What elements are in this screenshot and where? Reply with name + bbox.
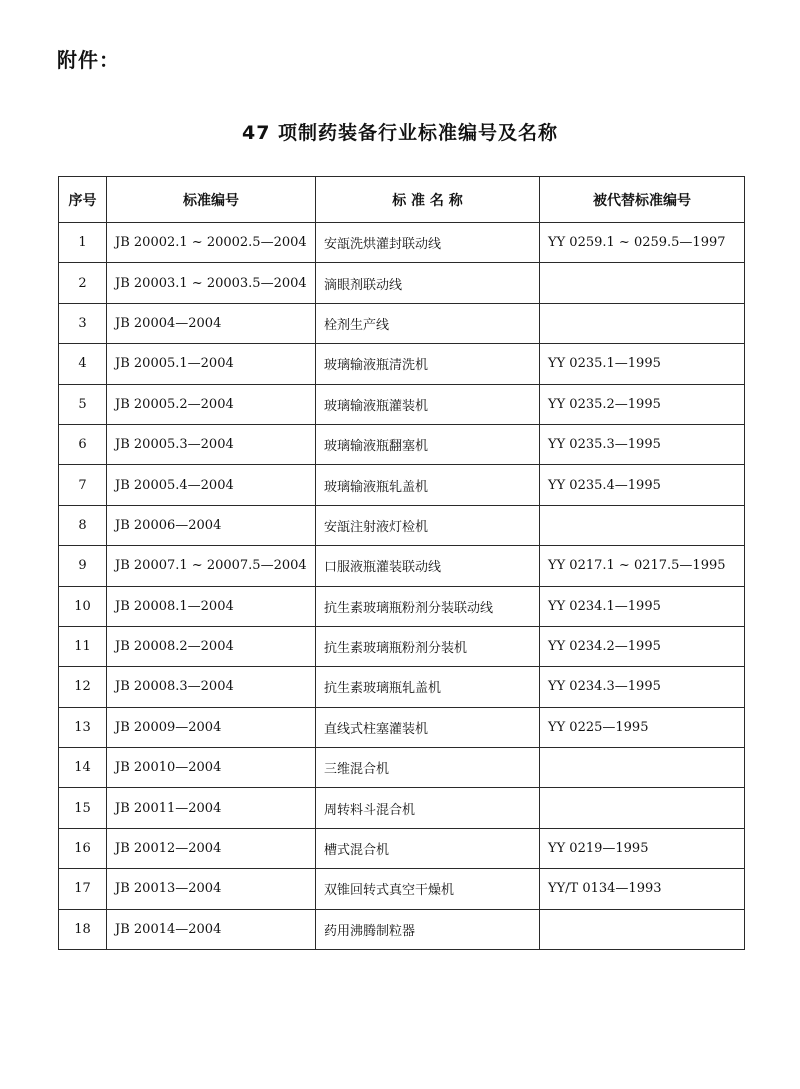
cell-standard-code: JB 20010—2004 [107, 748, 316, 788]
table-row [59, 707, 745, 747]
cell-replaced-code [540, 788, 745, 828]
table-row [59, 909, 745, 949]
cell-standard-name: 药用沸腾制粒器 [316, 909, 540, 949]
header-standard-code: 标准编号 [107, 177, 316, 223]
table-body [59, 223, 745, 950]
cell-standard-code: JB 20005.4—2004 [107, 465, 316, 505]
header-replaced-code: 被代替标准编号 [540, 177, 745, 223]
cell-standard-name: 周转料斗混合机 [316, 788, 540, 828]
cell-replaced-code: YY 0234.2—1995 [540, 626, 745, 666]
cell-standard-name: 安瓿注射液灯检机 [316, 505, 540, 545]
table-row [59, 223, 745, 263]
cell-replaced-code: YY 0225—1995 [540, 707, 745, 747]
cell-replaced-code: YY 0235.1—1995 [540, 344, 745, 384]
cell-standard-name: 栓剂生产线 [316, 303, 540, 343]
cell-replaced-code: YY 0235.2—1995 [540, 384, 745, 424]
cell-serial-no: 4 [59, 344, 107, 384]
table-row [59, 546, 745, 586]
cell-serial-no: 2 [59, 263, 107, 303]
cell-standard-name: 滴眼剂联动线 [316, 263, 540, 303]
cell-serial-no: 3 [59, 303, 107, 343]
cell-standard-code: JB 20008.2—2004 [107, 626, 316, 666]
header-standard-name: 标 准 名 称 [316, 177, 540, 223]
cell-serial-no: 1 [59, 223, 107, 263]
cell-serial-no: 6 [59, 424, 107, 464]
cell-serial-no: 11 [59, 626, 107, 666]
cell-serial-no: 12 [59, 667, 107, 707]
cell-standard-code: JB 20003.1 ~ 20003.5—2004 [107, 263, 316, 303]
standards-table [58, 176, 745, 950]
cell-replaced-code [540, 263, 745, 303]
cell-replaced-code: YY 0234.3—1995 [540, 667, 745, 707]
cell-serial-no: 18 [59, 909, 107, 949]
cell-standard-name: 槽式混合机 [316, 828, 540, 868]
cell-replaced-code [540, 909, 745, 949]
cell-standard-name: 玻璃输液瓶清洗机 [316, 344, 540, 384]
cell-serial-no: 8 [59, 505, 107, 545]
cell-standard-name: 抗生素玻璃瓶轧盖机 [316, 667, 540, 707]
cell-serial-no: 7 [59, 465, 107, 505]
cell-standard-code: JB 20011—2004 [107, 788, 316, 828]
table-header-row [59, 177, 745, 223]
cell-replaced-code: YY 0235.4—1995 [540, 465, 745, 505]
cell-standard-code: JB 20008.3—2004 [107, 667, 316, 707]
cell-standard-code: JB 20009—2004 [107, 707, 316, 747]
cell-standard-name: 双锥回转式真空干燥机 [316, 869, 540, 909]
table-row [59, 748, 745, 788]
table-row [59, 344, 745, 384]
cell-serial-no: 16 [59, 828, 107, 868]
cell-replaced-code: YY 0217.1 ~ 0217.5—1995 [540, 546, 745, 586]
cell-replaced-code [540, 505, 745, 545]
cell-standard-code: JB 20013—2004 [107, 869, 316, 909]
table-row [59, 828, 745, 868]
cell-standard-code: JB 20005.1—2004 [107, 344, 316, 384]
cell-standard-code: JB 20008.1—2004 [107, 586, 316, 626]
cell-standard-code: JB 20014—2004 [107, 909, 316, 949]
table-row [59, 586, 745, 626]
cell-standard-name: 玻璃输液瓶灌装机 [316, 384, 540, 424]
cell-serial-no: 13 [59, 707, 107, 747]
attachment-label: 附件： [57, 48, 120, 72]
cell-standard-name: 玻璃输液瓶翻塞机 [316, 424, 540, 464]
cell-replaced-code: YY 0235.3—1995 [540, 424, 745, 464]
table-row [59, 303, 745, 343]
table-row [59, 788, 745, 828]
table-row [59, 667, 745, 707]
cell-serial-no: 17 [59, 869, 107, 909]
document-title: 47 项制药装备行业标准编号及名称 [241, 122, 559, 144]
cell-standard-code: JB 20006—2004 [107, 505, 316, 545]
cell-replaced-code: YY/T 0134—1993 [540, 869, 745, 909]
cell-standard-code: JB 20007.1 ~ 20007.5—2004 [107, 546, 316, 586]
cell-serial-no: 5 [59, 384, 107, 424]
cell-standard-name: 抗生素玻璃瓶粉剂分装联动线 [316, 586, 540, 626]
table-row [59, 465, 745, 505]
table-row [59, 505, 745, 545]
cell-serial-no: 14 [59, 748, 107, 788]
cell-standard-name: 抗生素玻璃瓶粉剂分装机 [316, 626, 540, 666]
cell-standard-name: 安瓿洗烘灌封联动线 [316, 223, 540, 263]
cell-serial-no: 10 [59, 586, 107, 626]
cell-serial-no: 15 [59, 788, 107, 828]
cell-replaced-code: YY 0234.1—1995 [540, 586, 745, 626]
cell-standard-code: JB 20005.2—2004 [107, 384, 316, 424]
cell-standard-name: 三维混合机 [316, 748, 540, 788]
table-row [59, 424, 745, 464]
table-row [59, 626, 745, 666]
cell-standard-name: 玻璃输液瓶轧盖机 [316, 465, 540, 505]
table-row [59, 384, 745, 424]
cell-standard-code: JB 20005.3—2004 [107, 424, 316, 464]
cell-replaced-code: YY 0259.1 ~ 0259.5—1997 [540, 223, 745, 263]
cell-standard-code: JB 20012—2004 [107, 828, 316, 868]
cell-standard-name: 直线式柱塞灌装机 [316, 707, 540, 747]
cell-replaced-code [540, 748, 745, 788]
cell-standard-name: 口服液瓶灌装联动线 [316, 546, 540, 586]
cell-replaced-code: YY 0219—1995 [540, 828, 745, 868]
cell-standard-code: JB 20004—2004 [107, 303, 316, 343]
table-row [59, 263, 745, 303]
cell-standard-code: JB 20002.1 ~ 20002.5—2004 [107, 223, 316, 263]
header-serial-no: 序号 [59, 177, 107, 223]
table-row [59, 869, 745, 909]
cell-serial-no: 9 [59, 546, 107, 586]
cell-replaced-code [540, 303, 745, 343]
